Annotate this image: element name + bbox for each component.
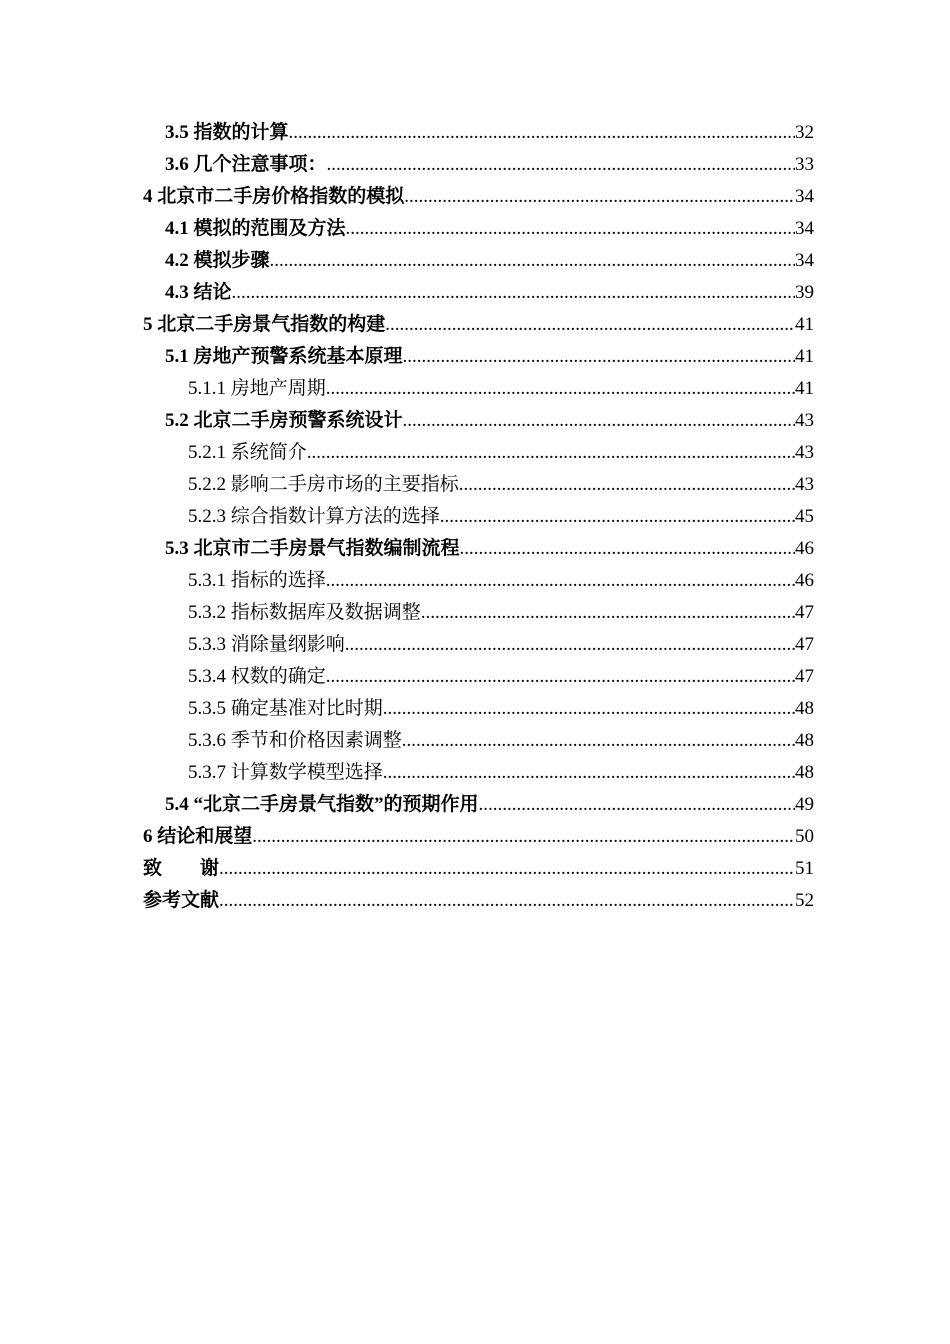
toc-dot-leader (383, 757, 795, 789)
toc-entry-title: 3.5 指数的计算 (165, 122, 289, 143)
toc-entry-title: 5.3.5 确定基准对比时期 (188, 698, 383, 719)
toc-entry-6[interactable] (143, 821, 814, 853)
toc-entry-title: 5.3.2 指标数据库及数据调整 (188, 602, 421, 623)
toc-entry-5-4[interactable] (143, 789, 814, 821)
toc-dot-leader (232, 277, 795, 309)
toc-entry-title: 5.3.7 计算数学模型选择 (188, 762, 383, 783)
toc-entry-title: 参考文献 (143, 890, 220, 911)
toc-page-number: 46 (795, 570, 814, 591)
toc-page-number: 43 (795, 442, 814, 463)
table-of-contents (143, 117, 814, 917)
toc-dot-leader (326, 373, 795, 405)
toc-entry-4-1[interactable] (143, 213, 814, 245)
toc-page-number: 34 (795, 218, 814, 239)
toc-dot-leader (219, 885, 795, 917)
toc-dot-leader (459, 469, 795, 501)
toc-entry-title: 5 北京二手房景气指数的构建 (143, 314, 386, 335)
toc-entry-3-6[interactable] (143, 149, 814, 181)
toc-dot-leader (219, 853, 795, 885)
toc-entry-title: 5.3.6 季节和价格因素调整 (188, 730, 402, 751)
toc-entry-title: 4.1 模拟的范围及方法 (165, 218, 346, 239)
toc-page-number: 47 (795, 634, 814, 655)
toc-dot-leader (252, 821, 795, 853)
toc-page-number: 47 (795, 602, 814, 623)
toc-dot-leader (421, 597, 795, 629)
toc-page-number: 48 (795, 698, 814, 719)
toc-entry-title: 5.3 北京市二手房景气指数编制流程 (165, 538, 460, 559)
toc-page-number: 48 (795, 762, 814, 783)
toc-entry-title: 5.2.2 影响二手房市场的主要指标 (188, 474, 459, 495)
toc-entry-5-1[interactable] (143, 341, 814, 373)
toc-page-number: 33 (795, 154, 814, 175)
toc-page-number: 47 (795, 666, 814, 687)
toc-page-number: 46 (795, 538, 814, 559)
toc-dot-leader (479, 789, 795, 821)
toc-dot-leader (404, 181, 795, 213)
toc-dot-leader (383, 693, 795, 725)
toc-page-number: 34 (795, 250, 814, 271)
toc-entry-title: 5.2 北京二手房预警系统设计 (165, 410, 403, 431)
toc-dot-leader (402, 725, 795, 757)
toc-entry-title: 5.2.3 综合指数计算方法的选择 (188, 506, 440, 527)
toc-dot-leader (440, 501, 795, 533)
toc-entry-title: 5.2.1 系统简介 (188, 442, 307, 463)
toc-dot-leader (403, 341, 795, 373)
toc-entry-5-2-2[interactable] (143, 469, 814, 501)
toc-entry-3-5[interactable] (143, 117, 814, 149)
toc-dot-leader (385, 309, 795, 341)
toc-entry-5[interactable] (143, 309, 814, 341)
toc-entry-5-2-3[interactable] (143, 501, 814, 533)
toc-entry-5-1-1[interactable] (143, 373, 814, 405)
toc-entry-references[interactable] (143, 885, 814, 917)
toc-entry-5-3-6[interactable] (143, 725, 814, 757)
toc-entry-5-2-1[interactable] (143, 437, 814, 469)
toc-entry-title: 5.4 “北京二手房景气指数”的预期作用 (165, 794, 479, 815)
toc-entry-title: 4.3 结论 (165, 282, 232, 303)
toc-page-number: 41 (795, 378, 814, 399)
toc-dot-leader (270, 245, 795, 277)
toc-entry-5-3-2[interactable] (143, 597, 814, 629)
toc-entry-4[interactable] (143, 181, 814, 213)
toc-page-number: 52 (795, 890, 814, 911)
toc-page-number: 51 (795, 858, 814, 879)
toc-page-number: 41 (795, 314, 814, 335)
toc-entry-title: 3.6 几个注意事项： (165, 154, 327, 175)
toc-entry-title: 5.3.4 权数的确定 (188, 666, 326, 687)
toc-page-number: 41 (795, 346, 814, 367)
toc-page-number: 43 (795, 474, 814, 495)
toc-entry-5-3-5[interactable] (143, 693, 814, 725)
toc-dot-leader (326, 565, 795, 597)
toc-page-number: 49 (795, 794, 814, 815)
toc-entry-title: 4.2 模拟步骤 (165, 250, 270, 271)
toc-entry-title: 4 北京市二手房价格指数的模拟 (143, 186, 405, 207)
toc-page-number: 34 (795, 186, 814, 207)
toc-entry-5-3-7[interactable] (143, 757, 814, 789)
toc-dot-leader (326, 661, 795, 693)
toc-dot-leader (346, 213, 795, 245)
toc-page-number: 32 (795, 122, 814, 143)
toc-page-number: 39 (795, 282, 814, 303)
toc-entry-5-3-3[interactable] (143, 629, 814, 661)
toc-entry-title: 5.1.1 房地产周期 (188, 378, 326, 399)
toc-entry-5-3-4[interactable] (143, 661, 814, 693)
toc-page-number: 43 (795, 410, 814, 431)
toc-dot-leader (327, 149, 795, 181)
toc-dot-leader (289, 117, 795, 149)
toc-entry-title: 5.3.1 指标的选择 (188, 570, 326, 591)
toc-entry-title: 6 结论和展望 (143, 826, 253, 847)
toc-dot-leader (345, 629, 795, 661)
toc-page-number: 48 (795, 730, 814, 751)
toc-entry-4-2[interactable] (143, 245, 814, 277)
toc-entry-5-3-1[interactable] (143, 565, 814, 597)
toc-entry-title: 5.3.3 消除量纲影响 (188, 634, 345, 655)
toc-entry-title: 致 谢 (143, 858, 220, 879)
toc-entry-4-3[interactable] (143, 277, 814, 309)
toc-entry-title: 5.1 房地产预警系统基本原理 (165, 346, 403, 367)
toc-dot-leader (307, 437, 795, 469)
toc-page-number: 50 (795, 826, 814, 847)
toc-dot-leader (460, 533, 795, 565)
toc-page-number: 45 (795, 506, 814, 527)
toc-dot-leader (403, 405, 795, 437)
toc-entry-5-3[interactable] (143, 533, 814, 565)
toc-entry-acknowledgements[interactable] (143, 853, 814, 885)
toc-entry-5-2[interactable] (143, 405, 814, 437)
